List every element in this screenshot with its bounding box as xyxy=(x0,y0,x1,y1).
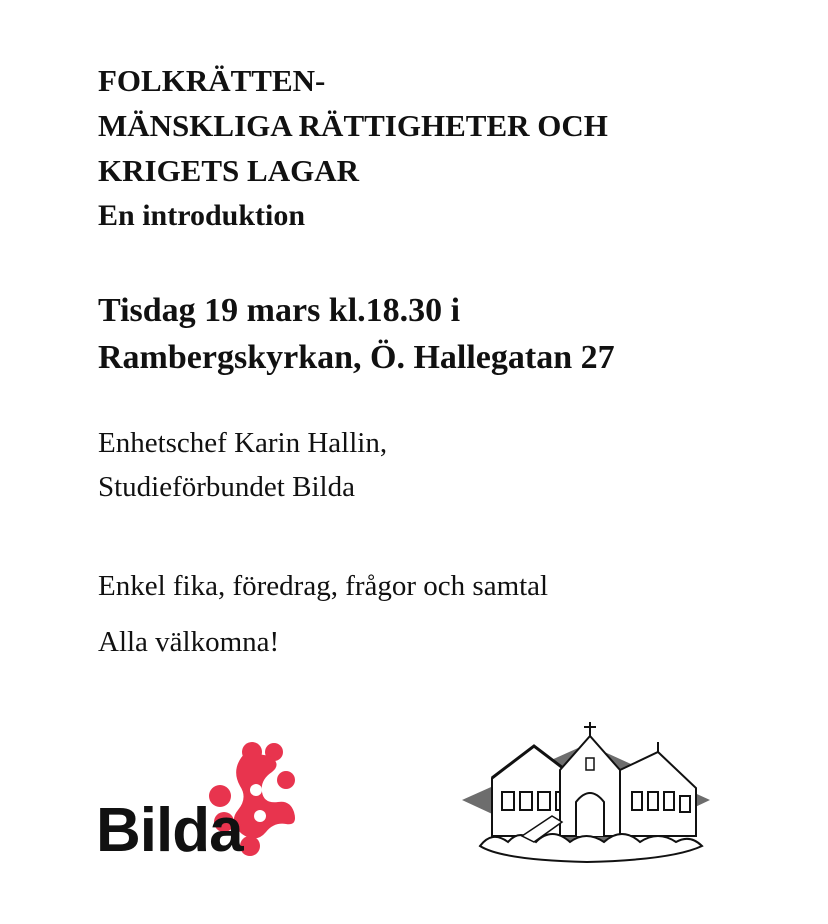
event-location: Rambergskyrkan, Ö. Hallegatan 27 xyxy=(98,339,615,376)
title-line-2: MÄNSKLIGA RÄTTIGHETER OCH xyxy=(98,108,608,143)
bilda-logo xyxy=(90,738,300,868)
title-line-1: FOLKRÄTTEN- xyxy=(98,63,326,98)
program-text: Enkel fika, föredrag, frågor och samtal xyxy=(98,570,549,602)
bilda-wordmark: Bilda xyxy=(96,796,243,865)
title-subtitle: En introduktion xyxy=(98,199,306,232)
title-line-3: KRIGETS LAGAR xyxy=(98,153,359,188)
church-building-icon xyxy=(462,718,712,868)
speaker-info xyxy=(98,421,798,509)
event-time: Tisdag 19 mars kl.18.30 i xyxy=(98,292,461,329)
welcome-text: Alla välkomna! xyxy=(98,626,280,658)
speaker-name: Enhetschef Karin Hallin, xyxy=(98,427,388,459)
poster-title xyxy=(98,58,798,238)
event-details xyxy=(98,287,798,381)
speaker-organization: Studieförbundet Bilda xyxy=(98,471,355,503)
